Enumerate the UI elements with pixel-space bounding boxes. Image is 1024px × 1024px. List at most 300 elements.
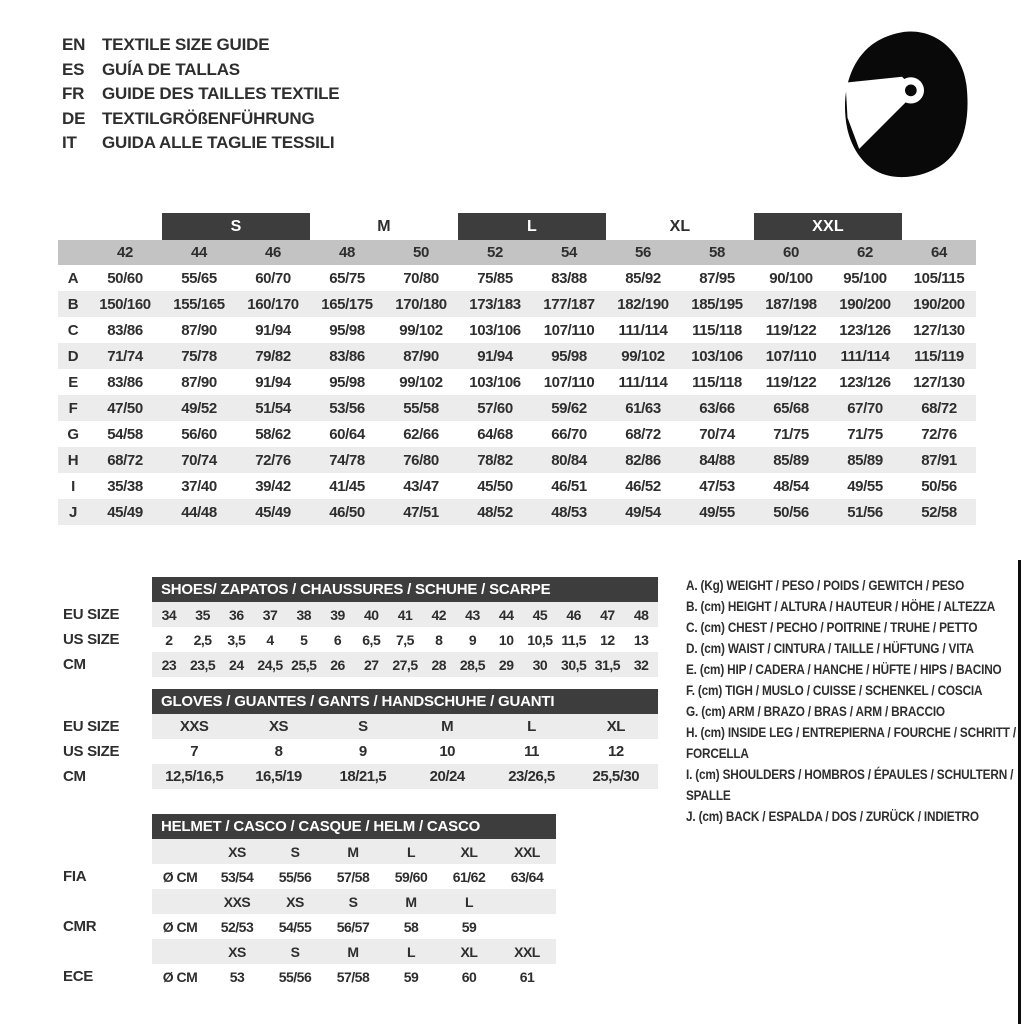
size-cell: 46/52: [625, 477, 661, 495]
helmet-table-title: HELMET / CASCO / CASQUE / HELM / CASCO: [152, 814, 556, 839]
size-cell: 51/54: [255, 399, 291, 417]
size-cell: 177/187: [543, 295, 595, 313]
shoes-size-cell: 6: [333, 631, 342, 648]
size-cell: 75/78: [181, 347, 217, 365]
helmet-size-header: M: [347, 843, 359, 860]
helmet-size-cell: 56/57: [336, 918, 370, 935]
size-cell: 70/74: [699, 425, 735, 443]
size-cell: 50/60: [107, 269, 143, 287]
shoes-size-cell: 3,5: [227, 631, 246, 648]
gloves-size-cell: 23/26,5: [508, 768, 555, 785]
helmet-size-cell: 59/60: [394, 868, 428, 885]
helmet-unit-label: Ø CM: [162, 918, 198, 935]
gloves-table-title: GLOVES / GUANTES / GANTS / HANDSCHUHE / GUANTI: [152, 689, 658, 714]
size-cell: 85/89: [773, 451, 809, 469]
shoes-table-title: SHOES/ ZAPATOS / CHAUSSURES / SCHUHE / SCARPE: [152, 577, 658, 602]
helmet-size-header: L: [406, 843, 416, 860]
helmet-size-cell: 57/58: [336, 968, 370, 985]
size-cell: 48/53: [551, 503, 587, 521]
helmet-sizes-row: [63, 939, 556, 964]
size-cell: 105/115: [913, 269, 965, 287]
shoes-size-cell: 23,5: [189, 656, 216, 673]
size-row-c: [58, 317, 976, 343]
shoes-size-cell: 23: [161, 656, 177, 673]
gloves-row: [63, 764, 658, 789]
size-cell: 71/75: [847, 425, 883, 443]
helmet-sizes-spacer: [63, 889, 152, 914]
shoes-size-cell: 41: [397, 606, 413, 623]
size-cell: 95/98: [551, 347, 587, 365]
size-cell: 70/80: [403, 269, 439, 287]
helmet-size-cell: 59: [403, 968, 419, 985]
gloves-row-label: CM: [63, 768, 86, 785]
legend-item-f: F. (cm) TIGH / MUSLO / CUISSE / SCHENKEL / COSCIA: [686, 683, 983, 698]
helmet-sizes-row: [63, 889, 556, 914]
visor-pivot-inner: [905, 85, 917, 97]
size-cell: 79/82: [255, 347, 291, 365]
column-header-spacer: [58, 240, 88, 265]
gloves-size-cell: S: [358, 718, 368, 735]
column-header: 42: [117, 244, 133, 261]
helmet-size-header: XS: [286, 893, 304, 910]
helmet-size-header: XS: [228, 843, 246, 860]
size-group-m: M: [377, 217, 391, 235]
size-cell: 123/126: [839, 321, 891, 339]
gloves-size-cell: XS: [268, 718, 288, 735]
helmet-size-cell: 61: [519, 968, 535, 985]
shoes-size-cell: 30,5: [561, 656, 587, 673]
shoes-size-cell: 6,5: [362, 631, 381, 648]
column-header: 54: [561, 244, 577, 261]
size-cell: 87/90: [181, 373, 217, 391]
language-code: ES: [62, 59, 85, 79]
size-cell: 80/84: [551, 451, 587, 469]
size-cell: 65/68: [773, 399, 809, 417]
helmet-size-cell: 55/56: [278, 868, 312, 885]
helmet-unit-spacer: [152, 839, 208, 864]
size-cell: 155/165: [173, 295, 225, 313]
language-code: FR: [62, 84, 85, 104]
size-cell: 65/75: [329, 269, 365, 287]
size-cell: 48/54: [773, 477, 809, 495]
legend-item-b: B. (cm) HEIGHT / ALTURA / HAUTEUR / HÖHE / ALTEZZA: [686, 599, 996, 614]
size-cell: 68/72: [107, 451, 143, 469]
row-label: A: [67, 269, 79, 287]
shoes-size-cell: 40: [363, 606, 379, 623]
language-row: [62, 33, 339, 58]
helmet-standard-label: FIA: [63, 868, 87, 885]
shoes-row: [63, 627, 658, 652]
row-label: D: [67, 347, 79, 365]
gloves-row: [63, 739, 658, 764]
language-title-list: [62, 33, 339, 156]
size-cell: 111/114: [618, 373, 668, 391]
gloves-size-cell: 7: [190, 743, 199, 760]
shoes-size-cell: 46: [566, 606, 581, 623]
language-title: GUIDA ALLE TAGLIE TESSILI: [102, 133, 335, 153]
gloves-row-label: EU SIZE: [63, 718, 120, 735]
size-cell: 49/52: [181, 399, 217, 417]
size-cell: 63/66: [699, 399, 735, 417]
helmet-size-cell: 57/58: [336, 868, 370, 885]
shoes-size-cell: 28,5: [459, 656, 486, 673]
size-row-d: [58, 343, 976, 369]
size-cell: 107/110: [543, 321, 595, 339]
size-cell: 44/48: [181, 503, 217, 521]
size-cell: 72/76: [921, 425, 957, 443]
helmet-standard-row: [63, 864, 556, 889]
helmet-unit-label: Ø CM: [162, 968, 198, 985]
shoes-values: [152, 602, 658, 627]
shoes-size-cell: 34: [161, 606, 177, 623]
size-cell: 72/76: [255, 451, 291, 469]
size-cell: 84/88: [699, 451, 735, 469]
size-cell: 99/102: [399, 373, 443, 391]
legend-item-h: H. (cm) INSIDE LEG / ENTREPIERNA / FOURCHE / SCHRITT / FORCELLA: [686, 725, 1016, 761]
helmet-sizes-spacer: [63, 939, 152, 964]
helmet-standard-values: [152, 864, 556, 889]
gloves-size-cell: M: [441, 718, 454, 735]
gloves-values: [152, 764, 658, 789]
helmet-standard-row: [63, 964, 556, 989]
size-cell: 127/130: [913, 321, 965, 339]
helmet-size-cell: 55/56: [278, 968, 312, 985]
helmet-standard-row: [63, 914, 556, 939]
language-code: DE: [62, 108, 86, 128]
language-row: [62, 131, 339, 156]
size-group-header-row: [58, 213, 976, 240]
size-cell: 66/70: [551, 425, 587, 443]
size-cell: 61/63: [625, 399, 661, 417]
size-cell: 70/74: [181, 451, 217, 469]
size-cell: 83/86: [107, 373, 143, 391]
helmet-size-header: M: [347, 943, 359, 960]
size-cell: 91/94: [255, 321, 291, 339]
size-cell: 46/51: [551, 477, 587, 495]
size-cell: 165/175: [321, 295, 373, 313]
size-row-b: [58, 291, 976, 317]
helmet-size-header: XXS: [223, 893, 251, 910]
size-cell: 115/118: [692, 321, 742, 339]
size-cell: 95/98: [329, 373, 365, 391]
shoes-row-label: US SIZE: [63, 631, 120, 648]
shoes-row: [63, 602, 658, 627]
size-cell: 115/119: [914, 347, 964, 365]
column-header: 62: [857, 244, 873, 261]
size-cell: 127/130: [913, 373, 965, 391]
size-cell: 35/38: [107, 477, 143, 495]
right-border-line: [1018, 560, 1021, 1024]
helmet-size-header: XXL: [514, 843, 540, 860]
language-row: [62, 82, 339, 107]
shoes-size-cell: 36: [229, 606, 244, 623]
size-cell: 85/89: [847, 451, 883, 469]
size-cell: 71/75: [773, 425, 809, 443]
size-row-i: [58, 473, 976, 499]
helmet-size-header: XL: [460, 943, 478, 960]
legend-item-j: J. (cm) BACK / ESPALDA / DOS / ZURÜCK / INDIETRO: [686, 809, 979, 824]
shoes-size-cell: 32: [633, 656, 649, 673]
helmet-size-cell: 54/55: [278, 918, 312, 935]
gloves-size-cell: L: [527, 718, 536, 735]
size-cell: 49/55: [847, 477, 883, 495]
helmet-size-cell: 63/64: [510, 868, 544, 885]
size-cell: 82/86: [625, 451, 661, 469]
size-cell: 59/62: [551, 399, 587, 417]
size-cell: 185/195: [691, 295, 743, 313]
gloves-values: [152, 739, 658, 764]
gloves-size-cell: 11: [524, 743, 539, 760]
gloves-row-label: US SIZE: [63, 743, 120, 760]
helmet-size-cell: 60: [461, 968, 477, 985]
size-cell: 78/82: [477, 451, 513, 469]
helmet-sizes-values: [152, 839, 556, 864]
size-cell: 57/60: [477, 399, 513, 417]
gloves-values: [152, 714, 658, 739]
size-cell: 67/70: [847, 399, 883, 417]
shoes-size-cell: 35: [195, 606, 210, 623]
size-cell: 52/58: [921, 503, 957, 521]
legend-item-a: A. (Kg) WEIGHT / PESO / POIDS / GEWITCH / PESO: [686, 578, 965, 593]
size-cell: 103/106: [691, 347, 743, 365]
shoes-size-cell: 24,5: [257, 656, 283, 673]
size-cell: 49/54: [625, 503, 661, 521]
racing-helmet-icon: [838, 28, 972, 182]
shoes-size-cell: 27,5: [392, 656, 418, 673]
size-cell: 68/72: [921, 399, 957, 417]
shoes-size-cell: 44: [498, 606, 514, 623]
size-cell: 119/122: [765, 373, 817, 391]
helmet-size-header: XXL: [514, 943, 540, 960]
shoes-size-cell: 47: [600, 606, 615, 623]
size-row-a: [58, 265, 976, 291]
size-cell: 187/198: [765, 295, 817, 313]
size-cell: 115/118: [692, 373, 742, 391]
shoes-size-cell: 38: [296, 606, 312, 623]
size-cell: 95/98: [329, 321, 365, 339]
helmet-size-header: S: [348, 893, 358, 910]
legend-item-g: G. (cm) ARM / BRAZO / BRAS / ARM / BRACCIO: [686, 704, 945, 719]
size-cell: 41/45: [329, 477, 365, 495]
size-cell: 119/122: [765, 321, 817, 339]
shoes-size-cell: 10,5: [527, 631, 553, 648]
shoes-size-cell: 45: [532, 606, 548, 623]
gloves-size-cell: 9: [358, 743, 367, 760]
size-cell: 55/65: [181, 269, 217, 287]
legend-item-c: C. (cm) CHEST / PECHO / POITRINE / TRUHE / PETTO: [686, 620, 978, 635]
row-label: B: [67, 295, 79, 313]
size-cell: 103/106: [469, 373, 521, 391]
shoes-size-cell: 37: [262, 606, 278, 623]
column-header: 64: [931, 244, 947, 261]
size-cell: 99/102: [399, 321, 443, 339]
helmet-size-cell: 53: [229, 968, 245, 985]
size-cell: 75/85: [477, 269, 513, 287]
helmet-size-header: L: [464, 893, 474, 910]
shoes-size-cell: 30: [532, 656, 548, 673]
row-label: G: [67, 425, 79, 443]
helmet-sizes-spacer: [63, 839, 152, 864]
size-cell: 45/50: [477, 477, 513, 495]
size-cell: 87/90: [181, 321, 217, 339]
column-header: 56: [635, 244, 651, 261]
size-cell: 103/106: [469, 321, 521, 339]
shoes-size-cell: 39: [330, 606, 345, 623]
size-cell: 58/62: [255, 425, 291, 443]
size-row-f: [58, 395, 976, 421]
size-cell: 62/66: [403, 425, 439, 443]
size-cell: 190/200: [839, 295, 891, 313]
size-cell: 68/72: [625, 425, 661, 443]
row-label: E: [68, 373, 78, 391]
gloves-size-cell: 10: [439, 743, 455, 760]
size-group-s: S: [162, 213, 310, 240]
helmet-size-header: [498, 889, 556, 914]
size-cell: 50/56: [921, 477, 957, 495]
helmet-size-header: L: [406, 943, 416, 960]
helmet-size-header: M: [405, 893, 417, 910]
shoes-size-cell: 28: [431, 656, 447, 673]
size-cell: 182/190: [617, 295, 669, 313]
shoes-size-cell: 31,5: [594, 656, 621, 673]
size-cell: 45/49: [107, 503, 143, 521]
shoes-row: [63, 652, 658, 677]
size-cell: 111/114: [840, 347, 890, 365]
size-cell: 107/110: [765, 347, 817, 365]
column-header: 50: [413, 244, 429, 261]
size-cell: 111/114: [618, 321, 668, 339]
helmet-unit-spacer: [152, 939, 208, 964]
helmet-standard-label: ECE: [63, 968, 93, 985]
language-title: GUÍA DE TALLAS: [102, 59, 240, 79]
language-title: TEXTILGRÖßENFÜHRUNG: [102, 108, 315, 128]
size-cell: 64/68: [477, 425, 513, 443]
helmet-sizes-row: [63, 839, 556, 864]
shoes-size-cell: 26: [330, 656, 345, 673]
helmet-size-cell: 53/54: [220, 868, 254, 885]
size-cell: 50/56: [773, 503, 809, 521]
helmet-size-header: XL: [460, 843, 478, 860]
shoes-size-cell: 11,5: [561, 631, 586, 648]
shoes-size-cell: 27: [363, 656, 379, 673]
shoes-size-cell: 9: [468, 631, 477, 648]
size-cell: 54/58: [107, 425, 143, 443]
row-label: J: [69, 503, 77, 521]
language-code: IT: [62, 133, 77, 153]
shoes-size-cell: 13: [633, 631, 649, 648]
helmet-sizes-values: [152, 889, 556, 914]
shoes-size-cell: 7,5: [396, 631, 414, 648]
helmet-size-header: XS: [228, 943, 246, 960]
helmet-standard-label: CMR: [63, 918, 97, 935]
gloves-size-cell: 8: [274, 743, 283, 760]
language-title: TEXTILE SIZE GUIDE: [102, 35, 270, 55]
size-cell: 160/170: [247, 295, 299, 313]
size-cell: 74/78: [329, 451, 365, 469]
gloves-size-cell: 12,5/16,5: [165, 768, 224, 785]
size-cell: 91/94: [477, 347, 513, 365]
shoes-size-cell: 10: [498, 631, 514, 648]
helmet-size-cell: 52/53: [220, 918, 254, 935]
size-cell: 99/102: [621, 347, 665, 365]
size-cell: 47/53: [699, 477, 735, 495]
size-row-h: [58, 447, 976, 473]
legend-item-e: E. (cm) HIP / CADERA / HANCHE / HÜFTE / HIPS / BACINO: [686, 662, 1002, 677]
helmet-size-header: S: [290, 943, 300, 960]
language-title: GUIDE DES TAILLES TEXTILE: [102, 84, 340, 104]
row-label: H: [67, 451, 79, 469]
helmet-size-header: S: [290, 843, 300, 860]
shoes-size-cell: 25,5: [291, 656, 317, 673]
size-cell: 83/86: [107, 321, 143, 339]
size-row-e: [58, 369, 976, 395]
size-cell: 46/50: [329, 503, 365, 521]
size-group-xl: XL: [669, 217, 691, 235]
textile-size-table: [58, 213, 976, 525]
shoes-size-cell: 12: [600, 631, 615, 648]
row-label: F: [68, 399, 78, 417]
helmet-standard-values: [152, 914, 556, 939]
shoes-size-cell: 24: [229, 656, 244, 673]
shoes-size-cell: 2,5: [193, 631, 212, 648]
row-label: I: [71, 477, 75, 495]
shoes-size-cell: 43: [465, 606, 480, 623]
shoes-size-cell: 29: [498, 656, 514, 673]
size-cell: 53/56: [329, 399, 365, 417]
size-cell: 173/183: [469, 295, 521, 313]
size-cell: 87/90: [403, 347, 439, 365]
size-cell: 45/49: [255, 503, 291, 521]
size-cell: 39/42: [255, 477, 291, 495]
shoes-size-cell: 2: [165, 631, 173, 648]
legend-item-i: I. (cm) SHOULDERS / HOMBROS / ÉPAULES / SCHULTERN / SPALLE: [686, 767, 1014, 803]
size-row-j: [58, 499, 976, 525]
language-row: [62, 107, 339, 132]
column-header: 58: [709, 244, 725, 261]
size-cell: 87/91: [921, 451, 957, 469]
shoes-size-cell: 5: [300, 631, 308, 648]
size-cell: 95/100: [843, 269, 887, 287]
gloves-size-cell: 18/21,5: [339, 768, 387, 785]
size-cell: 47/50: [107, 399, 143, 417]
column-header: 44: [191, 244, 207, 261]
shoes-size-cell: 48: [633, 606, 649, 623]
column-header-row: [58, 240, 976, 265]
size-cell: 83/88: [551, 269, 587, 287]
gloves-size-cell: 12: [607, 743, 624, 760]
language-row: [62, 58, 339, 83]
size-cell: 60/70: [255, 269, 291, 287]
size-cell: 55/58: [403, 399, 439, 417]
legend-item-d: D. (cm) WAIST / CINTURA / TAILLE / HÜFTUNG / VITA: [686, 641, 974, 656]
gloves-size-cell: XL: [606, 718, 625, 735]
size-group-l: L: [458, 213, 606, 240]
size-cell: 85/92: [625, 269, 661, 287]
helmet-size-cell: 58: [403, 918, 419, 935]
helmet-size-table: [63, 814, 556, 989]
shoes-row-label: EU SIZE: [63, 606, 120, 623]
shoes-size-cell: 4: [266, 631, 274, 648]
shoes-size-cell: 42: [431, 606, 447, 623]
gloves-size-table: [63, 689, 658, 789]
column-header: 48: [339, 244, 355, 261]
gloves-row: [63, 714, 658, 739]
shoes-size-table: [63, 577, 658, 677]
gloves-size-cell: 20/24: [429, 768, 465, 785]
gloves-size-cell: XXS: [179, 718, 209, 735]
helmet-unit-spacer: [152, 889, 208, 914]
size-cell: 60/64: [329, 425, 365, 443]
